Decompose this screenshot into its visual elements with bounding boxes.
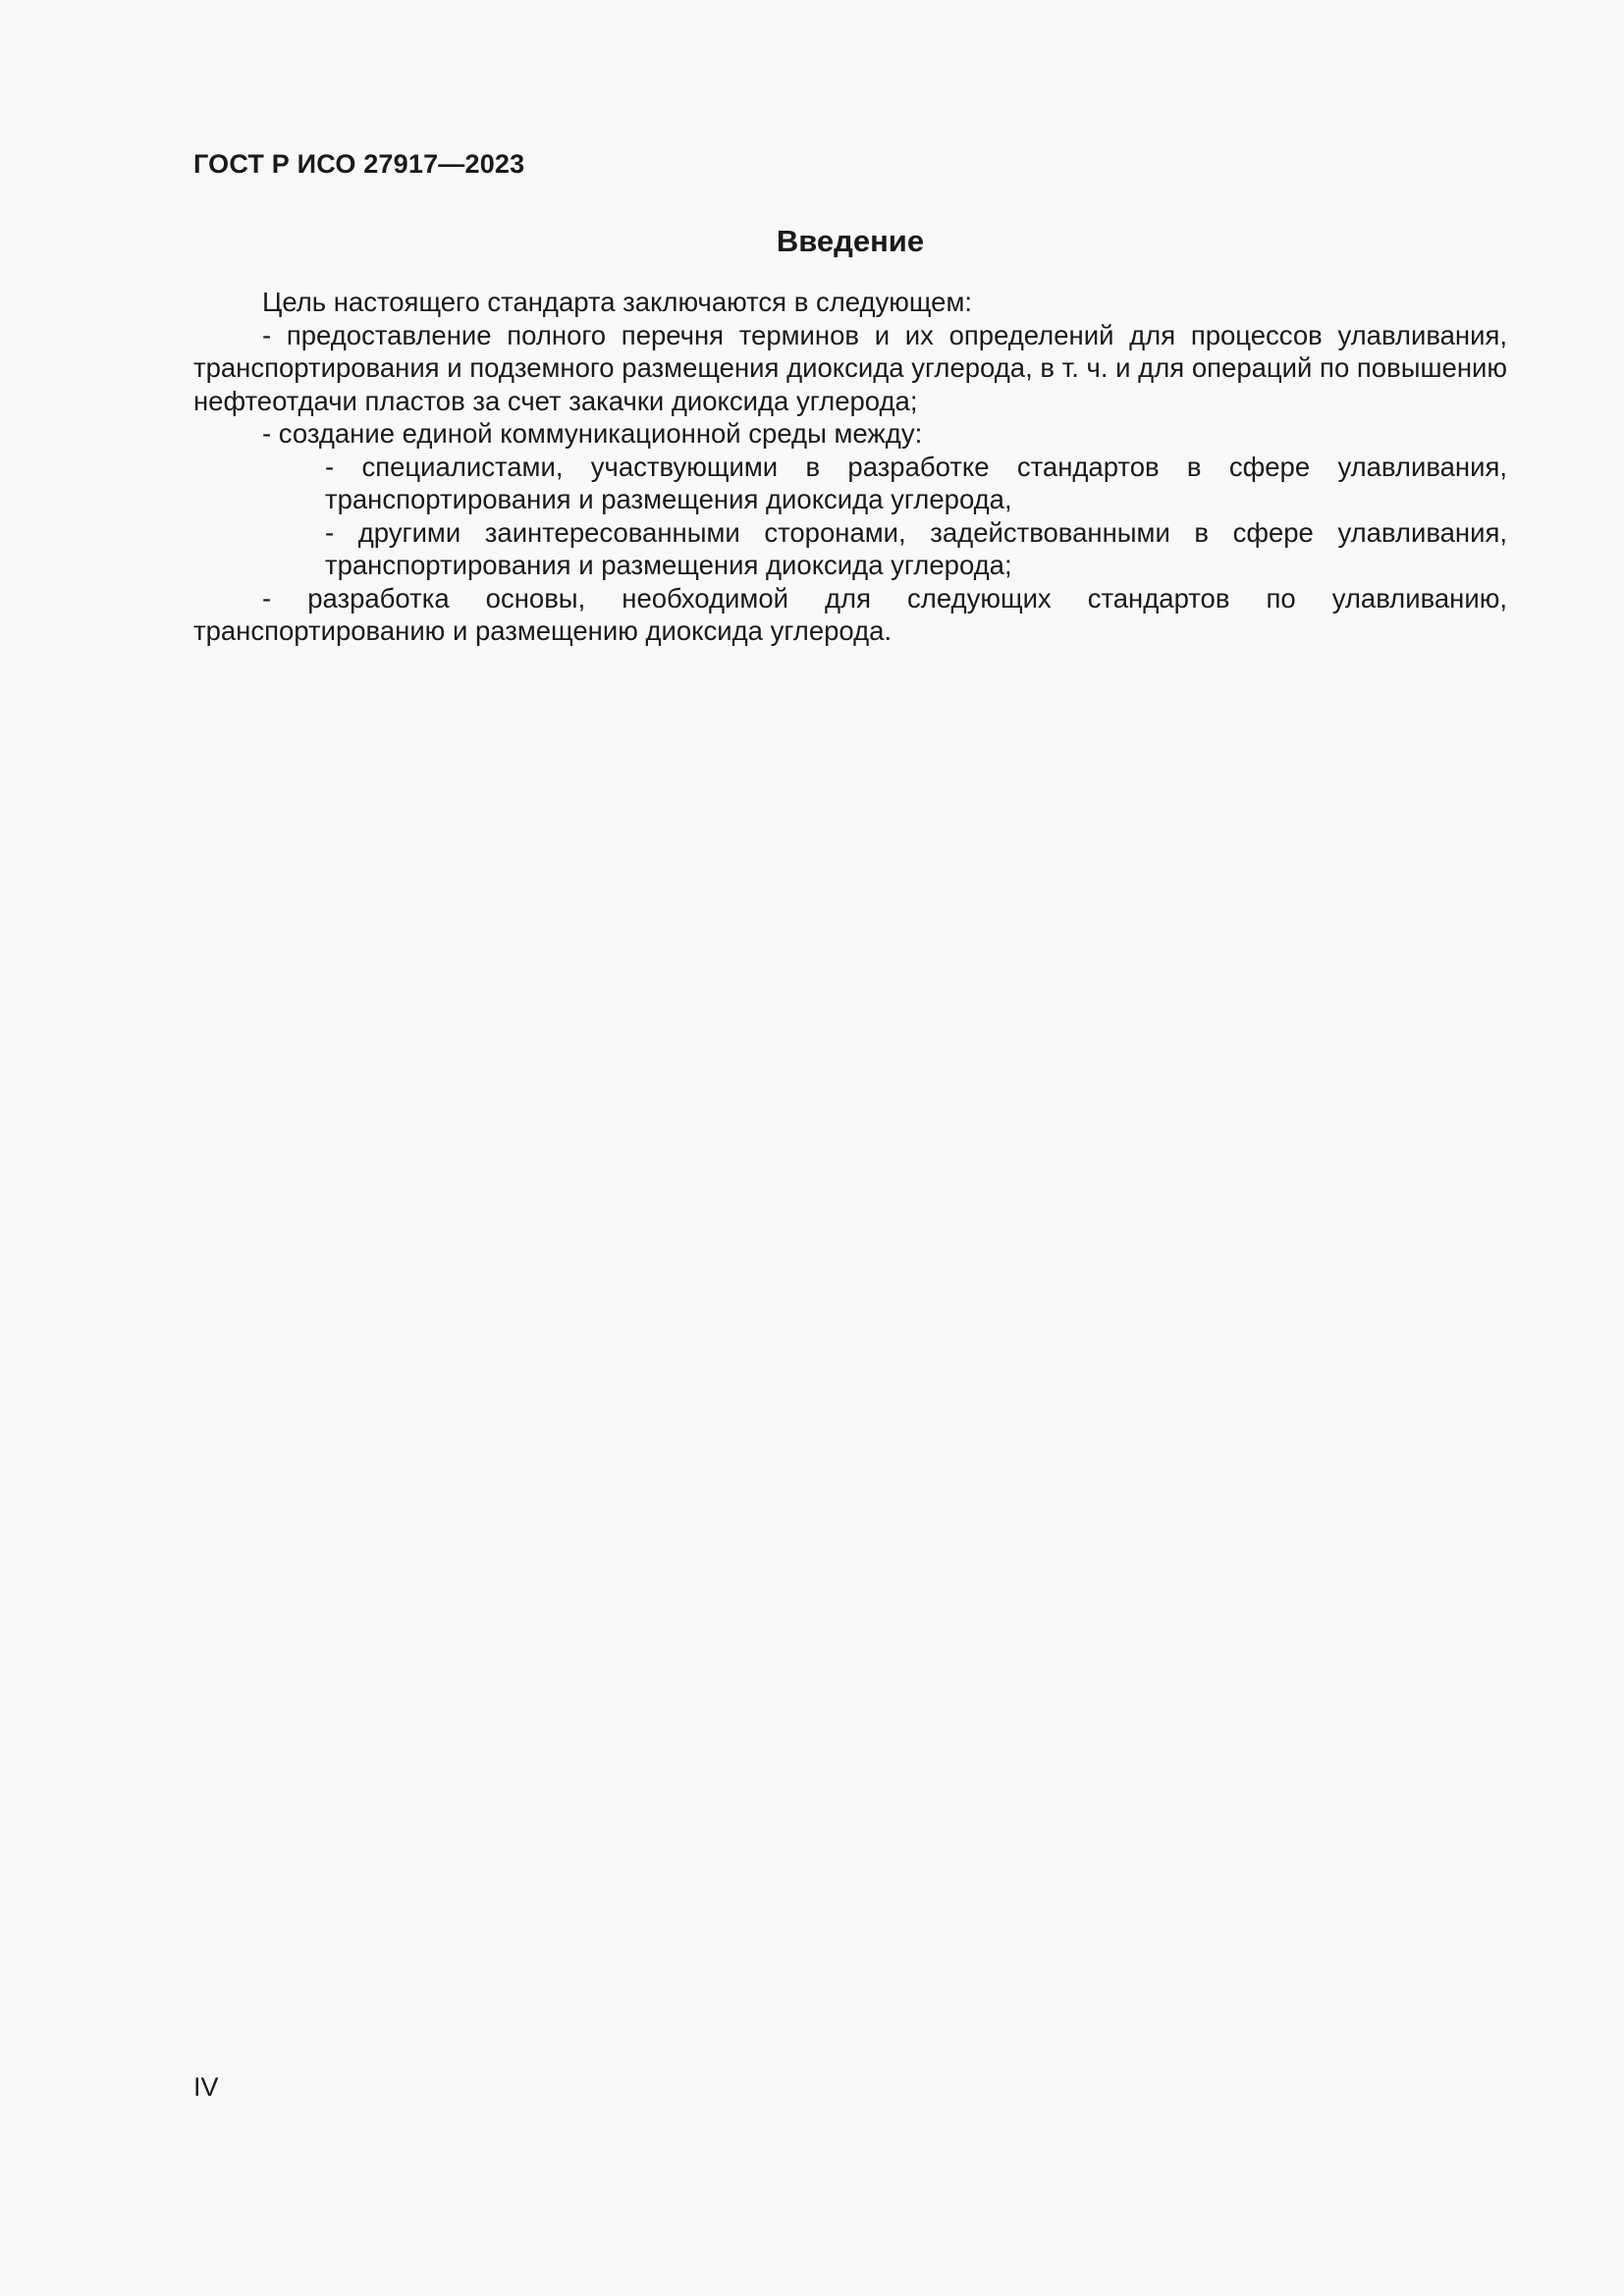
intro-paragraph: Цель настоящего стандарта заключаются в следующем:	[262, 287, 973, 317]
sub-list-item-stakeholders: - другими заинтересованными сторонами, задействованными в сфере улавливания, транспортирования и размещения диоксида углерода;	[325, 516, 1507, 580]
list-item-foundation: - разработка основы, необходимой для следующих стандартов по улавливанию, транспортированию и размещению диоксида углерода.	[193, 582, 1507, 646]
introduction-body	[193, 286, 1507, 648]
page-number: IV	[193, 2072, 219, 2102]
list-item-communication: - создание единой коммуникационной среды между:	[262, 418, 923, 449]
section-title: Введение	[776, 224, 925, 258]
standard-designation: ГОСТ Р ИСО 27917—2023	[193, 149, 525, 179]
list-item-terms: - предоставление полного перечня терминов и их определений для процессов улавливания, транспортирования и подземного размещения диоксида углерода, в т. ч. и для операций по повышению нефтеотдачи пластов за счет закачки диоксида углерода;	[193, 319, 1507, 416]
sub-list-item-specialists: - специалистами, участвующими в разработке стандартов в сфере улавливания, транспортирования и размещения диоксида углерода,	[325, 451, 1507, 514]
